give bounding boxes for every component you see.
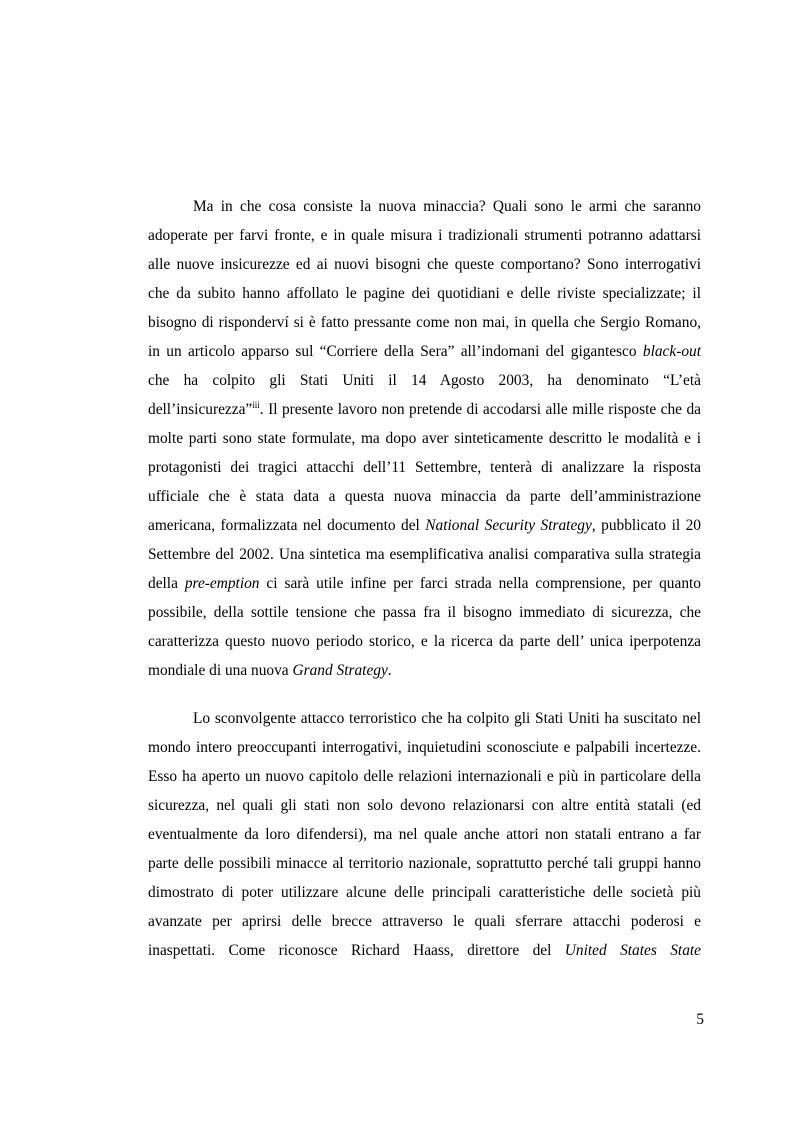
text-segment: bisogno di risponderví si è fatto pressante come non mai, in quella che Sergio Romano, xyxy=(148,314,701,331)
text-segment: della xyxy=(148,575,185,592)
paragraph-1 xyxy=(148,192,701,685)
text-segment: protagonisti dei tragici attacchi dell’11 Settembre, tenterà di analizzare la risposta xyxy=(148,459,701,476)
text-segment: parte delle possibili minacce al territorio nazionale, soprattutto perché tali gruppi hanno xyxy=(148,855,701,872)
text-line xyxy=(148,878,701,907)
text-segment: sicurezza, nel quali gli stati non solo devono relazionarsi con altre entità statali (ed xyxy=(148,797,701,814)
text-line xyxy=(148,192,701,221)
text-line xyxy=(148,395,701,424)
text-segment: . xyxy=(387,662,392,679)
text-segment: americana, formalizzata nel documento del xyxy=(148,517,426,534)
body-text xyxy=(148,192,701,965)
text-line xyxy=(148,907,701,936)
endnote-marker: iii xyxy=(252,400,260,410)
text-segment: in un articolo apparso sul “Corriere della Sera” all’indomani del gigantesco xyxy=(148,343,643,360)
italic-text: United States State xyxy=(564,942,701,959)
text-segment: che da subito hanno affollato le pagine dei quotidiani e delle riviste specializzate; il xyxy=(148,285,701,302)
italic-text: black-out xyxy=(642,343,701,360)
text-segment: caratterizza questo nuovo periodo storico, e la ricerca da parte dell’ unica iperpotenza xyxy=(148,633,701,650)
paragraph-gap xyxy=(148,685,701,704)
text-line xyxy=(148,366,701,395)
text-line xyxy=(148,337,701,366)
text-segment: dell’insicurezza” xyxy=(148,401,253,418)
text-line xyxy=(148,598,701,627)
italic-text: National Security Strategy xyxy=(425,517,592,534)
italic-text: Grand Strategy xyxy=(292,662,388,679)
text-segment: Ma in che cosa consiste la nuova minaccia? Quali sono le armi che saranno xyxy=(193,198,701,215)
text-segment: inaspettati. Come riconosce Richard Haass, direttore del xyxy=(148,942,565,959)
text-segment: Lo sconvolgente attacco terroristico che ha colpito gli Stati Uniti ha suscitato nel xyxy=(193,710,701,727)
text-segment: eventualmente da loro difendersi), ma nel quale anche attori non statali entrano a far xyxy=(148,826,701,843)
text-line xyxy=(148,511,701,540)
text-line xyxy=(148,308,701,337)
text-line xyxy=(148,250,701,279)
text-segment: dimostrato di poter utilizzare alcune delle principali caratteristiche delle società più xyxy=(148,884,701,901)
text-segment: ufficiale che è stata data a questa nuova minaccia da parte dell’amministrazione xyxy=(148,488,701,505)
page-number: 5 xyxy=(696,1011,704,1028)
text-segment: avanzate per aprirsi delle brecce attraverso le quali sferrare attacchi poderosi e xyxy=(148,913,701,930)
text-segment: che ha colpito gli Stati Uniti il 14 Agosto 2003, ha denominato “L’età xyxy=(148,372,701,389)
text-line xyxy=(148,540,701,569)
paragraph-2 xyxy=(148,704,701,965)
text-segment: mondo intero preoccupanti interrogativi, inquietudini sconosciute e palpabili incertezze. xyxy=(148,739,701,756)
text-segment: possibile, della sottile tensione che passa fra il bisogno immediato di sicurezza, che xyxy=(148,604,701,621)
text-line xyxy=(148,849,701,878)
text-segment: alle nuove insicurezze ed ai nuovi bisogni che queste comportano? Sono interrogativi xyxy=(148,256,701,273)
text-segment: adoperate per farvi fronte, e in quale misura i tradizionali strumenti potranno adattarsi xyxy=(148,227,701,244)
italic-text: pre-emption xyxy=(184,575,260,592)
text-line xyxy=(148,791,701,820)
text-segment: molte parti sono state formulate, ma dopo aver sinteticamente descritto le modalità e i xyxy=(148,430,701,447)
text-line xyxy=(148,424,701,453)
text-segment: mondiale di una nuova xyxy=(148,662,293,679)
text-line xyxy=(148,279,701,308)
text-line xyxy=(148,820,701,849)
text-segment: Settembre del 2002. Una sintetica ma esemplificativa analisi comparativa sulla strategia xyxy=(148,546,701,563)
text-line xyxy=(148,733,701,762)
text-segment: ci sarà utile infine per farci strada nella comprensione, per quanto xyxy=(259,575,701,592)
text-line xyxy=(148,762,701,791)
text-line xyxy=(148,656,701,685)
text-segment: . Il presente lavoro non pretende di accodarsi alle mille risposte che da xyxy=(259,401,701,418)
text-segment: , pubblicato il 20 xyxy=(591,517,701,534)
text-line xyxy=(148,627,701,656)
text-segment: Esso ha aperto un nuovo capitolo delle relazioni internazionali e più in particolare della xyxy=(148,768,701,785)
text-line xyxy=(148,569,701,598)
text-line xyxy=(148,221,701,250)
text-line xyxy=(148,482,701,511)
text-line xyxy=(148,936,701,965)
text-line xyxy=(148,704,701,733)
text-line xyxy=(148,453,701,482)
